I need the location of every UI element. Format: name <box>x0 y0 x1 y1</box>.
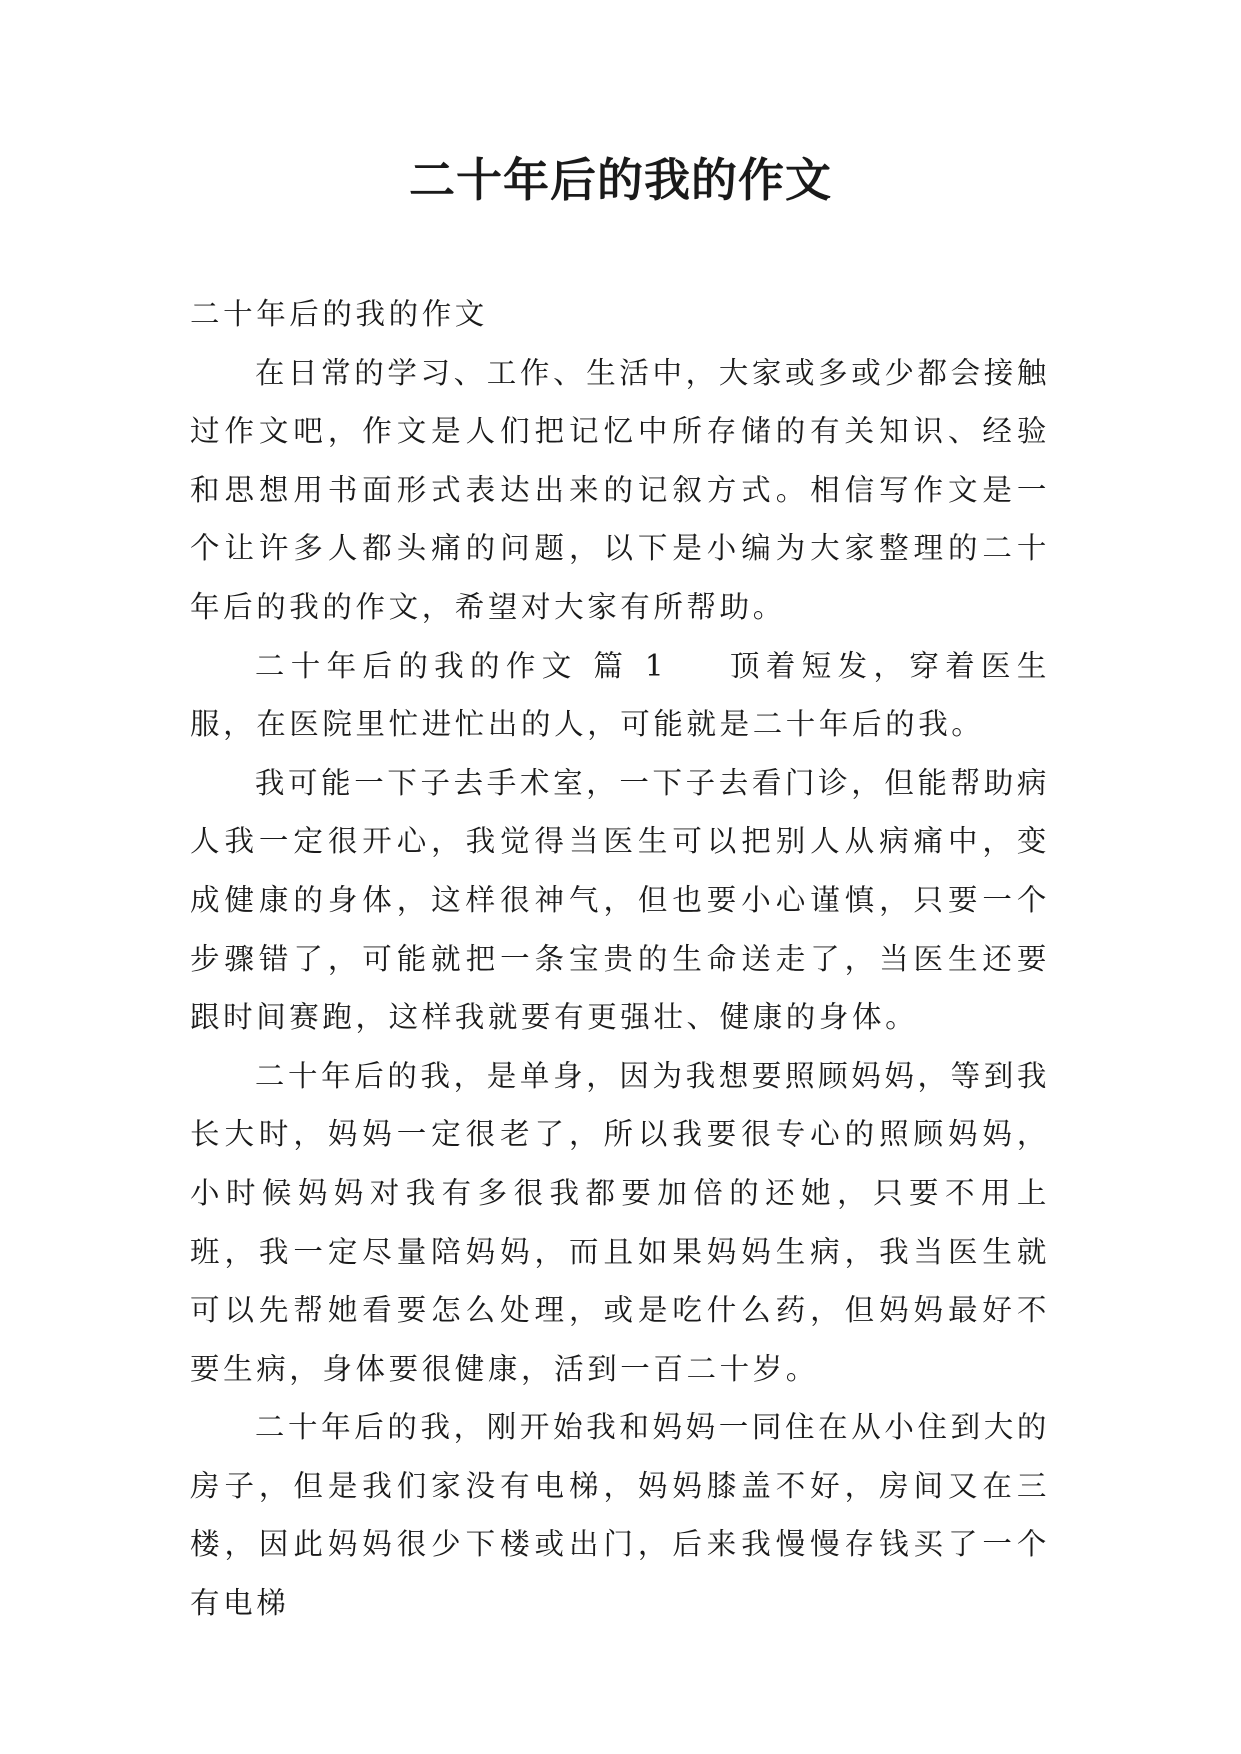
body-paragraph: 二十年后的我，是单身，因为我想要照顾妈妈，等到我长大时，妈妈一定很老了，所以我要很专心的照顾妈妈，小时候妈妈对我有多很我都要加倍的还她，只要不用上班，我一定尽量陪妈妈，而且如果妈妈生病，我当医生就可以先帮她看要怎么处理，或是吃什么药，但妈妈最好不要生病，身体要很健康，活到一百二十岁。 <box>190 1058 1050 1386</box>
document-title: 二十年后的我的作文 <box>409 153 832 207</box>
section-heading: 二十年后的我的作文 篇 1 <box>254 648 668 683</box>
body-paragraph: 我可能一下子去手术室，一下子去看门诊，但能帮助病人我一定很开心，我觉得当医生可以把别人从病痛中，变成健康的身体，这样很神气，但也要小心谨慎，只要一个步骤错了，可能就把一条宝贵的生命送走了，当医生还要跟时间赛跑，这样我就要有更强壮、健康的身体。 <box>190 765 1050 1035</box>
section-paragraph <box>190 637 1050 754</box>
document-subtitle: 二十年后的我的作文 <box>190 297 488 331</box>
body-paragraph: 二十年后的我，刚开始我和妈妈一同住在从小住到大的房子，但是我们家没有电梯，妈妈膝盖不好，房间又在三楼，因此妈妈很少下楼或出门，后来我慢慢存钱买了一个有电梯 <box>190 1410 1050 1621</box>
section-first-text: 顶着短发，穿着医生服，在医院里忙进忙出的人，可能就是二十年后的我。 <box>190 648 1051 742</box>
intro-paragraph: 在日常的学习、工作、生活中，大家或多或少都会接触过作文吧，作文是人们把记忆中所存储的有关知识、经验和思想用书面形式表达出来的记叙方式。相信写作文是一个让许多人都头痛的问题，以下是小编为大家整理的二十年后的我的作文，希望对大家有所帮助。 <box>190 355 1050 624</box>
document-body <box>190 285 1050 1633</box>
